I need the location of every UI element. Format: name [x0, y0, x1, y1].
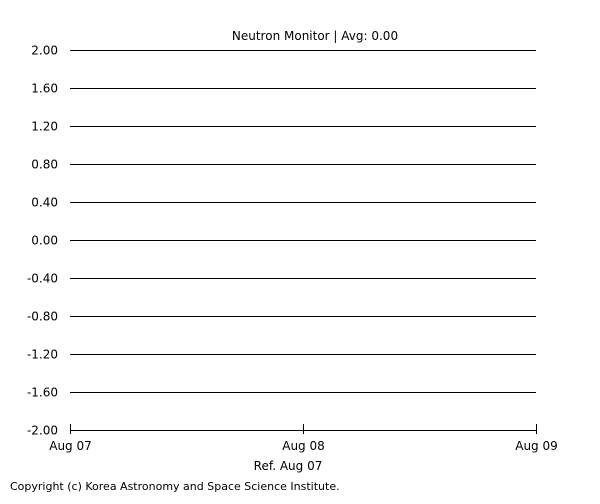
y-tick-label: 0.80	[31, 157, 58, 172]
axis-layer	[27, 44, 558, 454]
x-tick-label: Aug 09	[515, 439, 558, 453]
y-tick-label: 1.60	[31, 81, 58, 96]
y-tick-label: 0.00	[31, 233, 58, 248]
y-tick-label: -2.00	[26, 423, 58, 438]
y-tick-label: -0.40	[26, 271, 58, 286]
y-tick-label: -1.20	[26, 347, 58, 362]
grid-layer	[70, 51, 536, 431]
label-layer	[10, 29, 398, 493]
y-tick-label: -0.80	[26, 309, 58, 324]
y-tick-label: -1.60	[26, 385, 58, 400]
y-tick-label: 1.20	[31, 119, 58, 134]
chart-title: Neutron Monitor | Avg: 0.00	[231, 29, 399, 43]
reference-date-label: Ref. Aug 07	[253, 459, 323, 473]
y-tick-label: 0.40	[31, 195, 58, 210]
x-tick-label: Aug 07	[49, 439, 92, 453]
x-tick-label: Aug 08	[282, 439, 325, 453]
y-tick-label: 2.00	[31, 43, 58, 58]
copyright-text: Copyright (c) Korea Astronomy and Space Science Institute.	[10, 480, 340, 493]
